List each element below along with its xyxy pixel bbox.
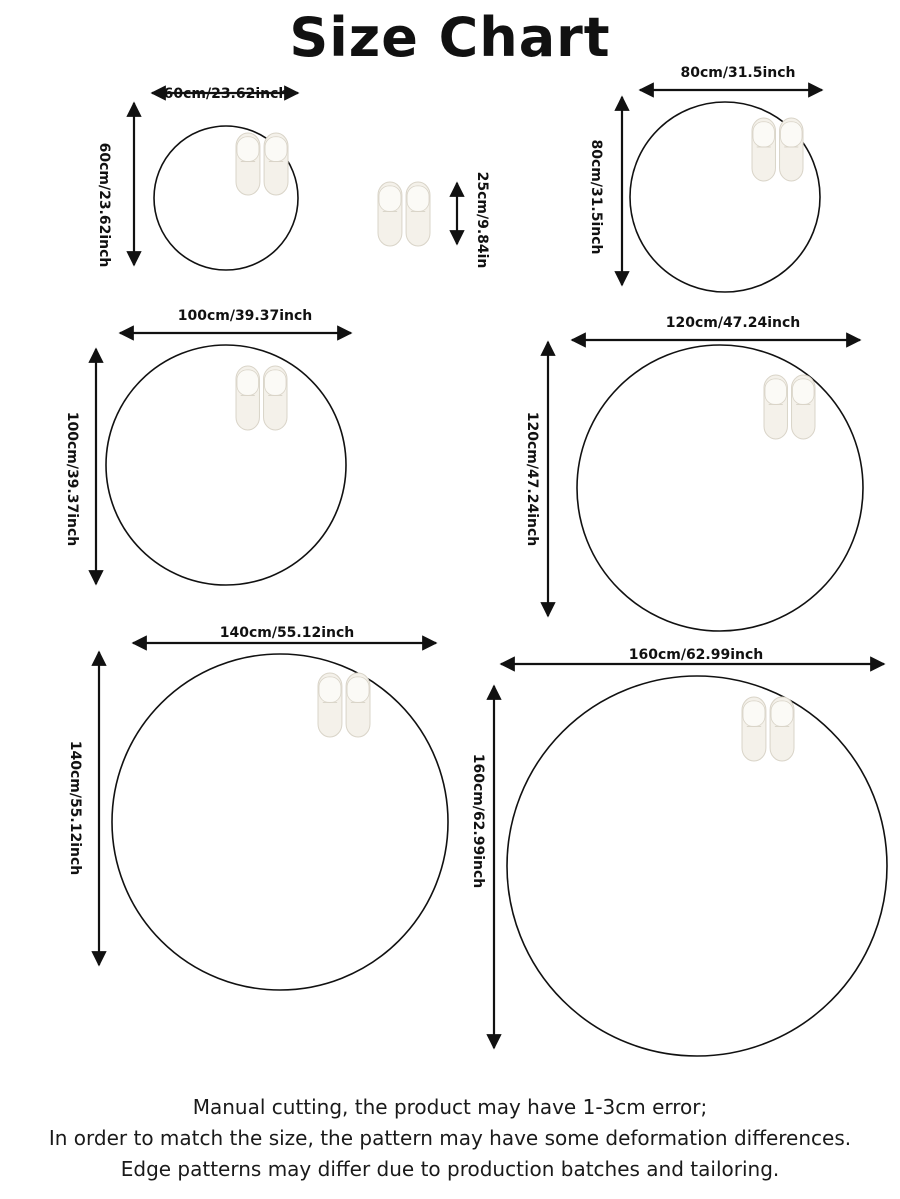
rug-100-outline	[106, 345, 346, 585]
slipper-right-strap	[265, 370, 286, 396]
rug-140-width-label: 140cm/55.12inch	[219, 625, 355, 641]
rug-100-slippers-icon	[236, 366, 287, 430]
rug-160-width-label: 160cm/62.99inch	[628, 647, 764, 663]
note-line-3: Edge patterns may differ due to production batches and tailoring.	[120, 1157, 780, 1181]
slipper-right-strap	[793, 379, 814, 405]
reference-length-label: 25cm/9.84in	[474, 171, 490, 269]
slipper-right-strap	[407, 186, 429, 212]
slipper-left-strap	[319, 677, 341, 703]
rug-160-height-label: 160cm/62.99inch	[470, 753, 486, 889]
rug-60-width-label: 60cm/23.62inch	[163, 86, 289, 102]
rug-100-height-label: 100cm/39.37inch	[64, 411, 80, 547]
rug-80-width-label: 80cm/31.5inch	[680, 65, 796, 81]
rug-140-slippers-icon	[318, 673, 370, 737]
rug-120-width-label: 120cm/47.24inch	[665, 315, 801, 331]
rug-80-height-label: 80cm/31.5inch	[588, 139, 604, 255]
reference-slippers-icon	[378, 182, 430, 246]
slipper-left-strap	[237, 137, 259, 162]
slipper-right-strap	[265, 137, 287, 162]
slipper-left-strap	[743, 701, 765, 727]
rug-120-outline	[577, 345, 863, 631]
rug-160-slippers-icon	[742, 697, 794, 761]
rug-140-height-label: 140cm/55.12inch	[67, 740, 83, 876]
rug-160-outline	[507, 676, 887, 1056]
notes	[0, 1092, 900, 1185]
slipper-left-strap	[765, 379, 786, 405]
slipper-left-strap	[753, 122, 774, 147]
page-title: Size Chart	[289, 6, 611, 69]
rug-120-height-label: 120cm/47.24inch	[524, 411, 540, 547]
note-line-1: Manual cutting, the product may have 1-3cm error;	[192, 1095, 708, 1119]
note-line-2: In order to match the size, the pattern may have some deformation differences.	[48, 1126, 852, 1150]
slipper-left-strap	[379, 186, 401, 212]
rug-60-slippers-icon	[236, 133, 288, 195]
slipper-right-strap	[771, 701, 793, 727]
slipper-right-strap	[781, 122, 802, 147]
rug-100-width-label: 100cm/39.37inch	[177, 308, 313, 324]
rug-120-slippers-icon	[764, 375, 815, 439]
rug-80-slippers-icon	[752, 118, 803, 181]
rug-140-outline	[112, 654, 448, 990]
rug-60-height-label: 60cm/23.62inch	[96, 142, 112, 268]
slipper-right-strap	[347, 677, 369, 703]
slipper-left-strap	[237, 370, 258, 396]
